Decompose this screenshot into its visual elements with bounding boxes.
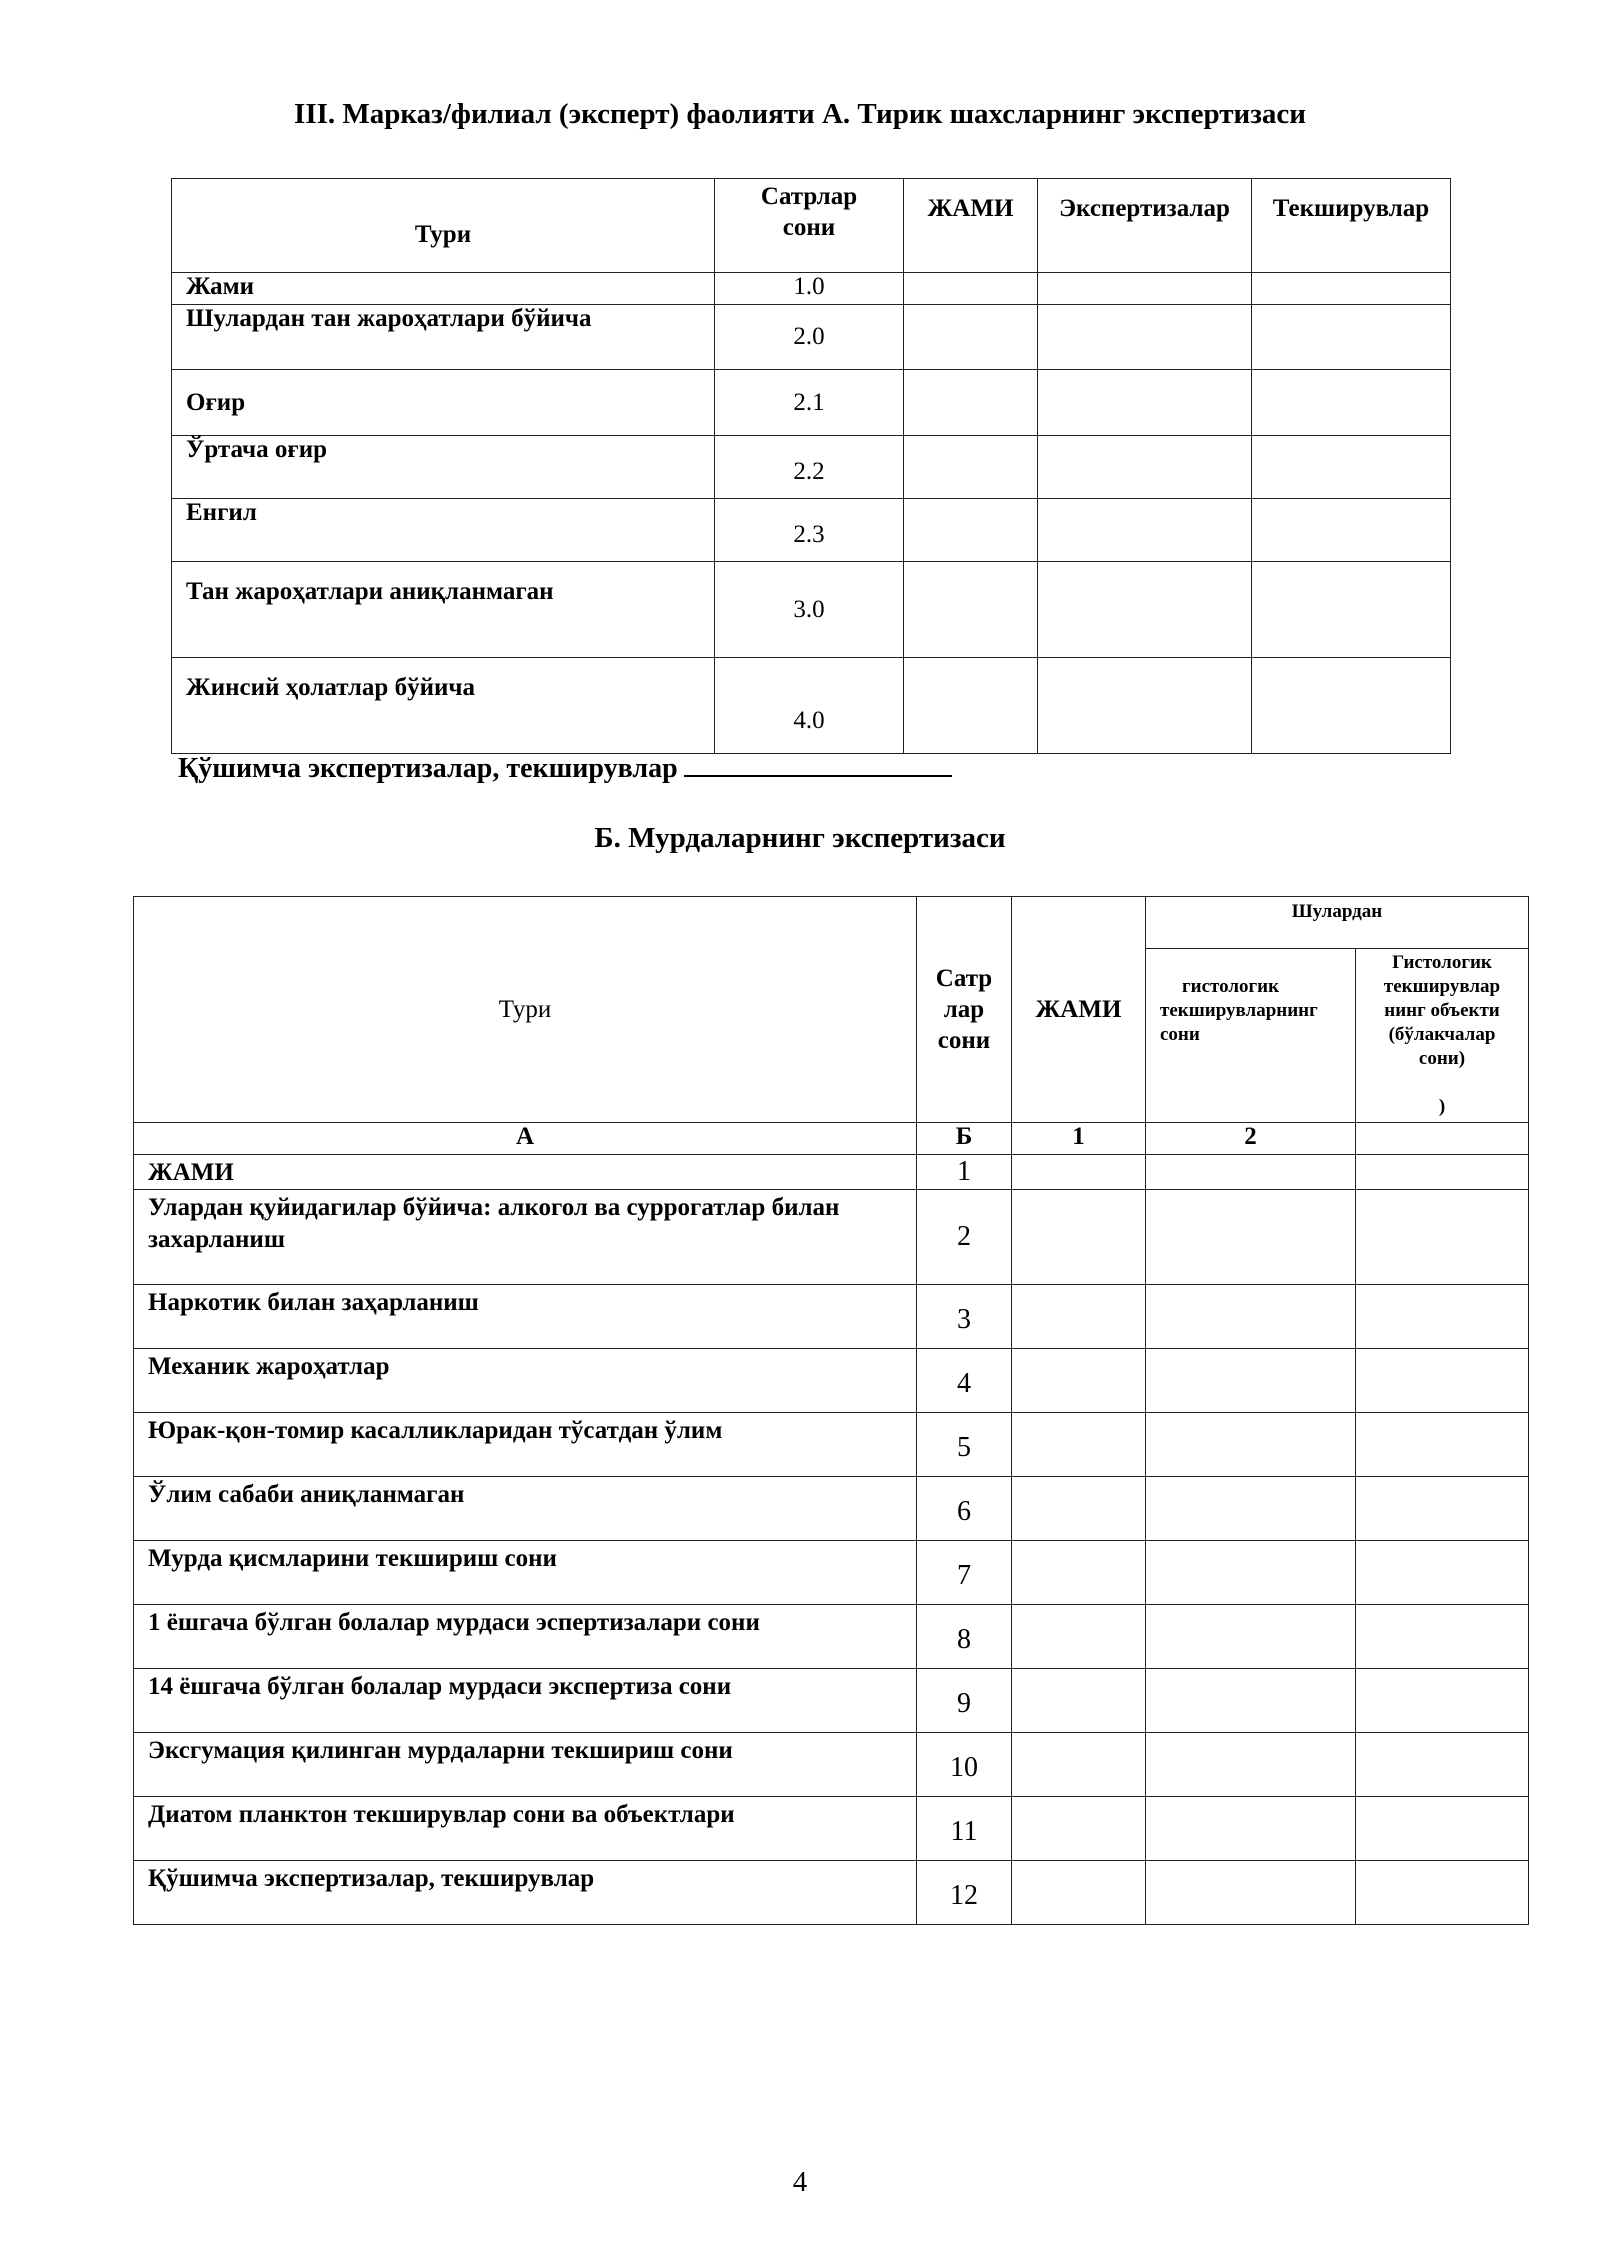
corpses-table	[133, 896, 1529, 1925]
cell-histo-objects[interactable]	[1356, 1155, 1529, 1190]
row-label: Улардан қуйидагилар бўйича: алкогол ва суррогатлар билан захарланиш	[134, 1190, 917, 1285]
row-number: 2.0	[715, 305, 904, 370]
index-a: А	[134, 1123, 917, 1155]
row-label: Ўртача оғир	[172, 436, 715, 499]
table-row	[172, 273, 1451, 305]
cell-checks[interactable]	[1252, 305, 1451, 370]
header-rows-count-text: Сатр лар сони	[935, 965, 993, 1054]
row-label: Эксгумация қилинган мурдаларни текшириш сони	[134, 1733, 917, 1797]
header-type: Тури	[172, 179, 715, 273]
table-row	[172, 436, 1451, 499]
cell-total[interactable]	[904, 658, 1038, 754]
row-number: 2.2	[715, 436, 904, 499]
table-row	[134, 1733, 1529, 1797]
cell-total[interactable]	[1012, 1733, 1146, 1797]
row-number: 4	[917, 1349, 1012, 1413]
cell-expertises[interactable]	[1038, 370, 1252, 436]
cell-histo-count[interactable]	[1146, 1797, 1356, 1861]
cell-total[interactable]	[1012, 1349, 1146, 1413]
additional-expertises-label: Қўшимча экспертизалар, текширувлар	[178, 753, 678, 784]
row-number: 12	[917, 1861, 1012, 1925]
header-of-them: Шулардан	[1146, 897, 1529, 949]
cell-total[interactable]	[904, 273, 1038, 305]
row-label: Жинсий ҳолатлар бўйича	[172, 658, 715, 754]
cell-total[interactable]	[904, 562, 1038, 658]
row-number: 2	[917, 1190, 1012, 1285]
cell-histo-objects[interactable]	[1356, 1190, 1529, 1285]
cell-histo-objects[interactable]	[1356, 1285, 1529, 1349]
row-number: 8	[917, 1605, 1012, 1669]
cell-expertises[interactable]	[1038, 273, 1252, 305]
table-row	[134, 1155, 1529, 1190]
cell-expertises[interactable]	[1038, 658, 1252, 754]
cell-checks[interactable]	[1252, 436, 1451, 499]
row-number: 3.0	[715, 562, 904, 658]
row-label: Қўшимча экспертизалар, текширувлар	[134, 1861, 917, 1925]
header-checks: Текширувлар	[1252, 179, 1451, 273]
cell-histo-objects[interactable]	[1356, 1733, 1529, 1797]
table-row	[134, 1669, 1529, 1733]
cell-histo-objects[interactable]	[1356, 1349, 1529, 1413]
cell-histo-count[interactable]	[1146, 1861, 1356, 1925]
row-label: 1 ёшгача бўлган болалар мурдаси эспертизалари сони	[134, 1605, 917, 1669]
blank-field[interactable]	[684, 753, 952, 777]
index-empty	[1356, 1123, 1529, 1155]
cell-expertises[interactable]	[1038, 305, 1252, 370]
cell-histo-objects[interactable]	[1356, 1477, 1529, 1541]
table-row	[172, 370, 1451, 436]
table-row	[134, 1413, 1529, 1477]
header-rows-count	[715, 179, 904, 273]
row-label: Наркотик билан заҳарланиш	[134, 1285, 917, 1349]
row-number: 6	[917, 1477, 1012, 1541]
cell-total[interactable]	[1012, 1477, 1146, 1541]
row-number: 4.0	[715, 658, 904, 754]
header-histo-objects	[1356, 949, 1529, 1123]
row-number: 7	[917, 1541, 1012, 1605]
cell-total[interactable]	[904, 499, 1038, 562]
index-2: 2	[1146, 1123, 1356, 1155]
row-number: 11	[917, 1797, 1012, 1861]
cell-total[interactable]	[1012, 1605, 1146, 1669]
row-number: 1.0	[715, 273, 904, 305]
table-row	[172, 305, 1451, 370]
cell-total[interactable]	[1012, 1155, 1146, 1190]
row-label: Ўлим сабаби аниқланмаган	[134, 1477, 917, 1541]
table-row	[134, 1797, 1529, 1861]
table-header-row	[172, 179, 1451, 273]
cell-total[interactable]	[1012, 1669, 1146, 1733]
cell-histo-count[interactable]	[1146, 1541, 1356, 1605]
cell-checks[interactable]	[1252, 499, 1451, 562]
row-label: Диатом планктон текширувлар сони ва объектлари	[134, 1797, 917, 1861]
header-histo-count	[1146, 949, 1356, 1123]
cell-checks[interactable]	[1252, 562, 1451, 658]
row-number: 3	[917, 1285, 1012, 1349]
row-label: 14 ёшгача бўлган болалар мурдаси экспертиза сони	[134, 1669, 917, 1733]
cell-expertises[interactable]	[1038, 436, 1252, 499]
table-row	[134, 1605, 1529, 1669]
cell-expertises[interactable]	[1038, 562, 1252, 658]
cell-histo-objects[interactable]	[1356, 1541, 1529, 1605]
table-row	[172, 658, 1451, 754]
cell-total[interactable]	[1012, 1285, 1146, 1349]
table-row	[134, 1861, 1529, 1925]
row-number: 2.1	[715, 370, 904, 436]
row-label: Тан жароҳатлари аниқланмаган	[172, 562, 715, 658]
cell-total[interactable]	[904, 436, 1038, 499]
cell-total[interactable]	[904, 305, 1038, 370]
header-expertises: Экспертизалар	[1038, 179, 1252, 273]
cell-histo-count[interactable]	[1146, 1733, 1356, 1797]
row-label: Механик жароҳатлар	[134, 1349, 917, 1413]
row-number: 10	[917, 1733, 1012, 1797]
cell-histo-count[interactable]	[1146, 1285, 1356, 1349]
table-row	[134, 1285, 1529, 1349]
header-histo-objects-tail: )	[1438, 1096, 1446, 1117]
cell-total[interactable]	[1012, 1797, 1146, 1861]
index-b: Б	[917, 1123, 1012, 1155]
row-number: 2.3	[715, 499, 904, 562]
row-label: Шулардан тан жароҳатлари бўйича	[172, 305, 715, 370]
row-label: Мурда қисмларини текшириш сони	[134, 1541, 917, 1605]
cell-histo-count[interactable]	[1146, 1349, 1356, 1413]
header-histo-objects-text: Гистологик текширувлар нинг объекти (бўлакчалар сони)	[1383, 952, 1501, 1069]
cell-histo-objects[interactable]	[1356, 1669, 1529, 1733]
cell-histo-count[interactable]	[1146, 1477, 1356, 1541]
section-a-title: III. Марказ/филиал (эксперт) фаолияти А. Тирик шахсларнинг экспертизаси	[294, 98, 1306, 130]
table-row	[172, 499, 1451, 562]
cell-checks[interactable]	[1252, 658, 1451, 754]
cell-histo-objects[interactable]	[1356, 1861, 1529, 1925]
cell-checks[interactable]	[1252, 273, 1451, 305]
cell-histo-objects[interactable]	[1356, 1797, 1529, 1861]
row-label: Жами	[172, 273, 715, 305]
cell-total[interactable]	[1012, 1861, 1146, 1925]
row-label: Юрак-қон-томир касалликларидан тўсатдан ўлим	[134, 1413, 917, 1477]
cell-histo-objects[interactable]	[1356, 1413, 1529, 1477]
cell-total[interactable]	[1012, 1541, 1146, 1605]
table-row	[172, 562, 1451, 658]
cell-checks[interactable]	[1252, 370, 1451, 436]
header-rows-count-text: Сатрлар сони	[760, 183, 858, 241]
header-type: Тури	[134, 897, 917, 1123]
header-histo-count-text: гистологик текширувларнинг сони	[1160, 976, 1318, 1045]
index-row	[134, 1123, 1529, 1155]
row-label: ЖАМИ	[134, 1155, 917, 1190]
row-number: 9	[917, 1669, 1012, 1733]
row-number: 1	[917, 1155, 1012, 1190]
cell-histo-count[interactable]	[1146, 1605, 1356, 1669]
header-total: ЖАМИ	[1012, 897, 1146, 1123]
cell-histo-count[interactable]	[1146, 1669, 1356, 1733]
living-persons-table	[171, 178, 1451, 754]
cell-histo-objects[interactable]	[1356, 1605, 1529, 1669]
table-row	[134, 1477, 1529, 1541]
page-number: 4	[792, 2166, 808, 2198]
section-b-title: Б. Мурдаларнинг экспертизаси	[594, 822, 1006, 854]
additional-expertises-line	[178, 753, 952, 785]
row-label: Енгил	[172, 499, 715, 562]
index-1: 1	[1012, 1123, 1146, 1155]
cell-expertises[interactable]	[1038, 499, 1252, 562]
table-row	[134, 1541, 1529, 1605]
cell-total[interactable]	[904, 370, 1038, 436]
row-label: Оғир	[172, 370, 715, 436]
table-row	[134, 1190, 1529, 1285]
cell-total[interactable]	[1012, 1190, 1146, 1285]
cell-histo-count[interactable]	[1146, 1413, 1356, 1477]
header-total: ЖАМИ	[904, 179, 1038, 273]
header-rows-count	[917, 897, 1012, 1123]
cell-histo-count[interactable]	[1146, 1190, 1356, 1285]
table-row	[134, 1349, 1529, 1413]
table-header-row	[134, 897, 1529, 949]
cell-total[interactable]	[1012, 1413, 1146, 1477]
cell-histo-count[interactable]	[1146, 1155, 1356, 1190]
row-number: 5	[917, 1413, 1012, 1477]
